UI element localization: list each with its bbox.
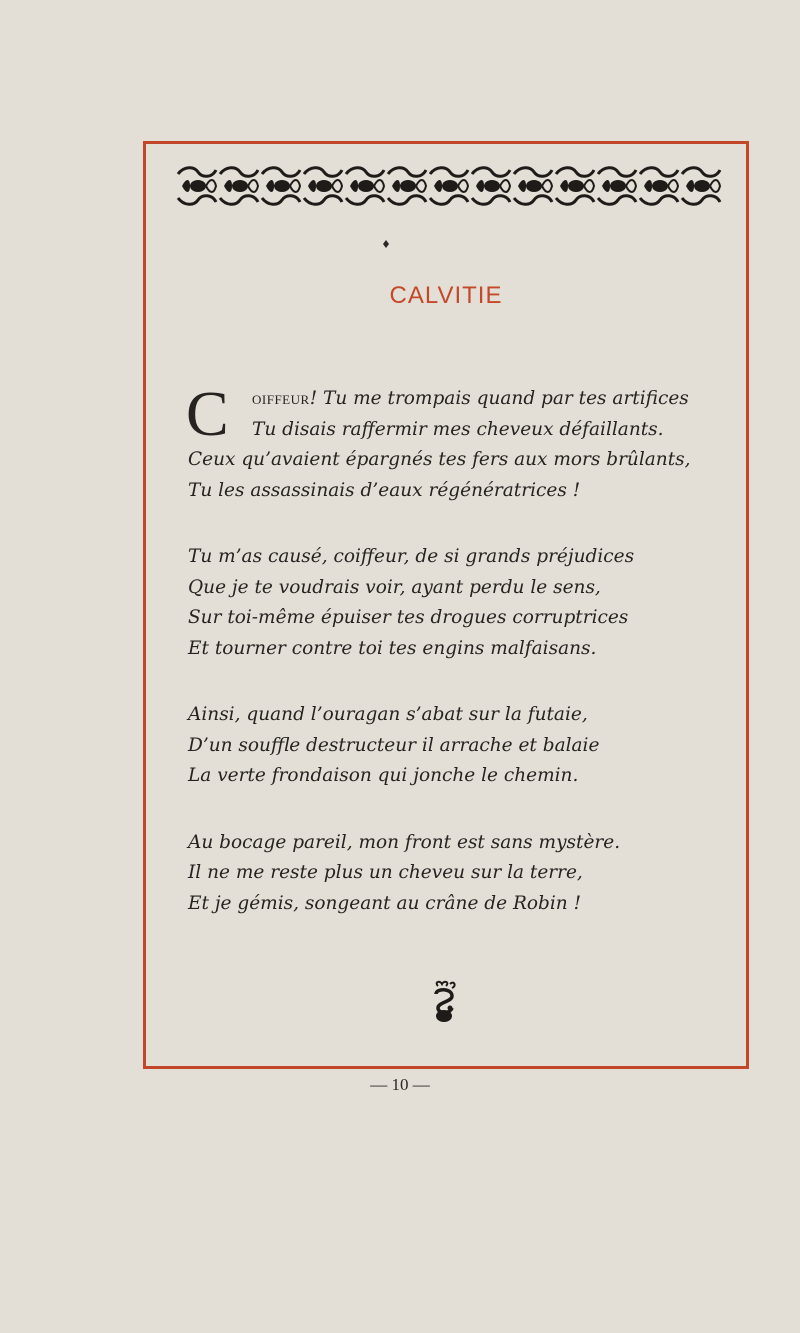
poem-line: Sur toi-même épuiser tes drogues corruptrices xyxy=(188,607,629,628)
drop-capital: C xyxy=(186,378,229,449)
poem-line: Au bocage pareil, mon front est sans mystère. xyxy=(188,831,621,853)
poem-line: Et tourner contre toi tes engins malfaisans. xyxy=(188,637,597,659)
first-line-rest: ! Tu me trompais quand par tes artifices xyxy=(309,388,689,409)
poem-line: Il ne me reste plus un cheveu sur la terre, xyxy=(188,862,583,883)
stanza-2 xyxy=(188,542,728,664)
poem-line xyxy=(188,384,728,415)
page-number: — 10 — xyxy=(370,1075,430,1094)
first-word-smallcaps: oiffeur xyxy=(252,389,310,409)
page-frame xyxy=(143,141,749,1069)
stanza-4 xyxy=(188,828,728,920)
poem-line: La verte frondaison qui jonche le chemin. xyxy=(188,765,579,786)
ornamental-border-icon xyxy=(176,164,730,208)
stanza-1 xyxy=(186,378,728,506)
poem-line: Tu m’as causé, coiffeur, de si grands préjudices xyxy=(188,546,635,567)
poem-line: D’un souffle destructeur il arrache et balaie xyxy=(188,734,600,756)
stanza-3 xyxy=(188,700,728,792)
poem-line: Ainsi, quand l’ouragan s’abat sur la futaie, xyxy=(188,704,588,725)
poem-line: Tu disais raffermir mes cheveux défaillants. xyxy=(252,418,664,440)
poem-line: Que je te voudrais voir, ayant perdu le sens, xyxy=(188,576,601,598)
poem-line: Ceux qu’avaient épargnés tes fers aux mors brûlants, xyxy=(188,449,691,470)
poem-title: CALVITIE xyxy=(389,282,503,309)
small-fleuron-icon xyxy=(382,240,390,248)
poem-body xyxy=(186,378,728,955)
poem-line: Et je gémis, songeant au crâne de Robin ! xyxy=(188,892,582,914)
tailpiece-ornament-icon xyxy=(430,980,458,1024)
poem-line: Tu les assassinais d’eaux régénératrices ! xyxy=(188,479,581,501)
